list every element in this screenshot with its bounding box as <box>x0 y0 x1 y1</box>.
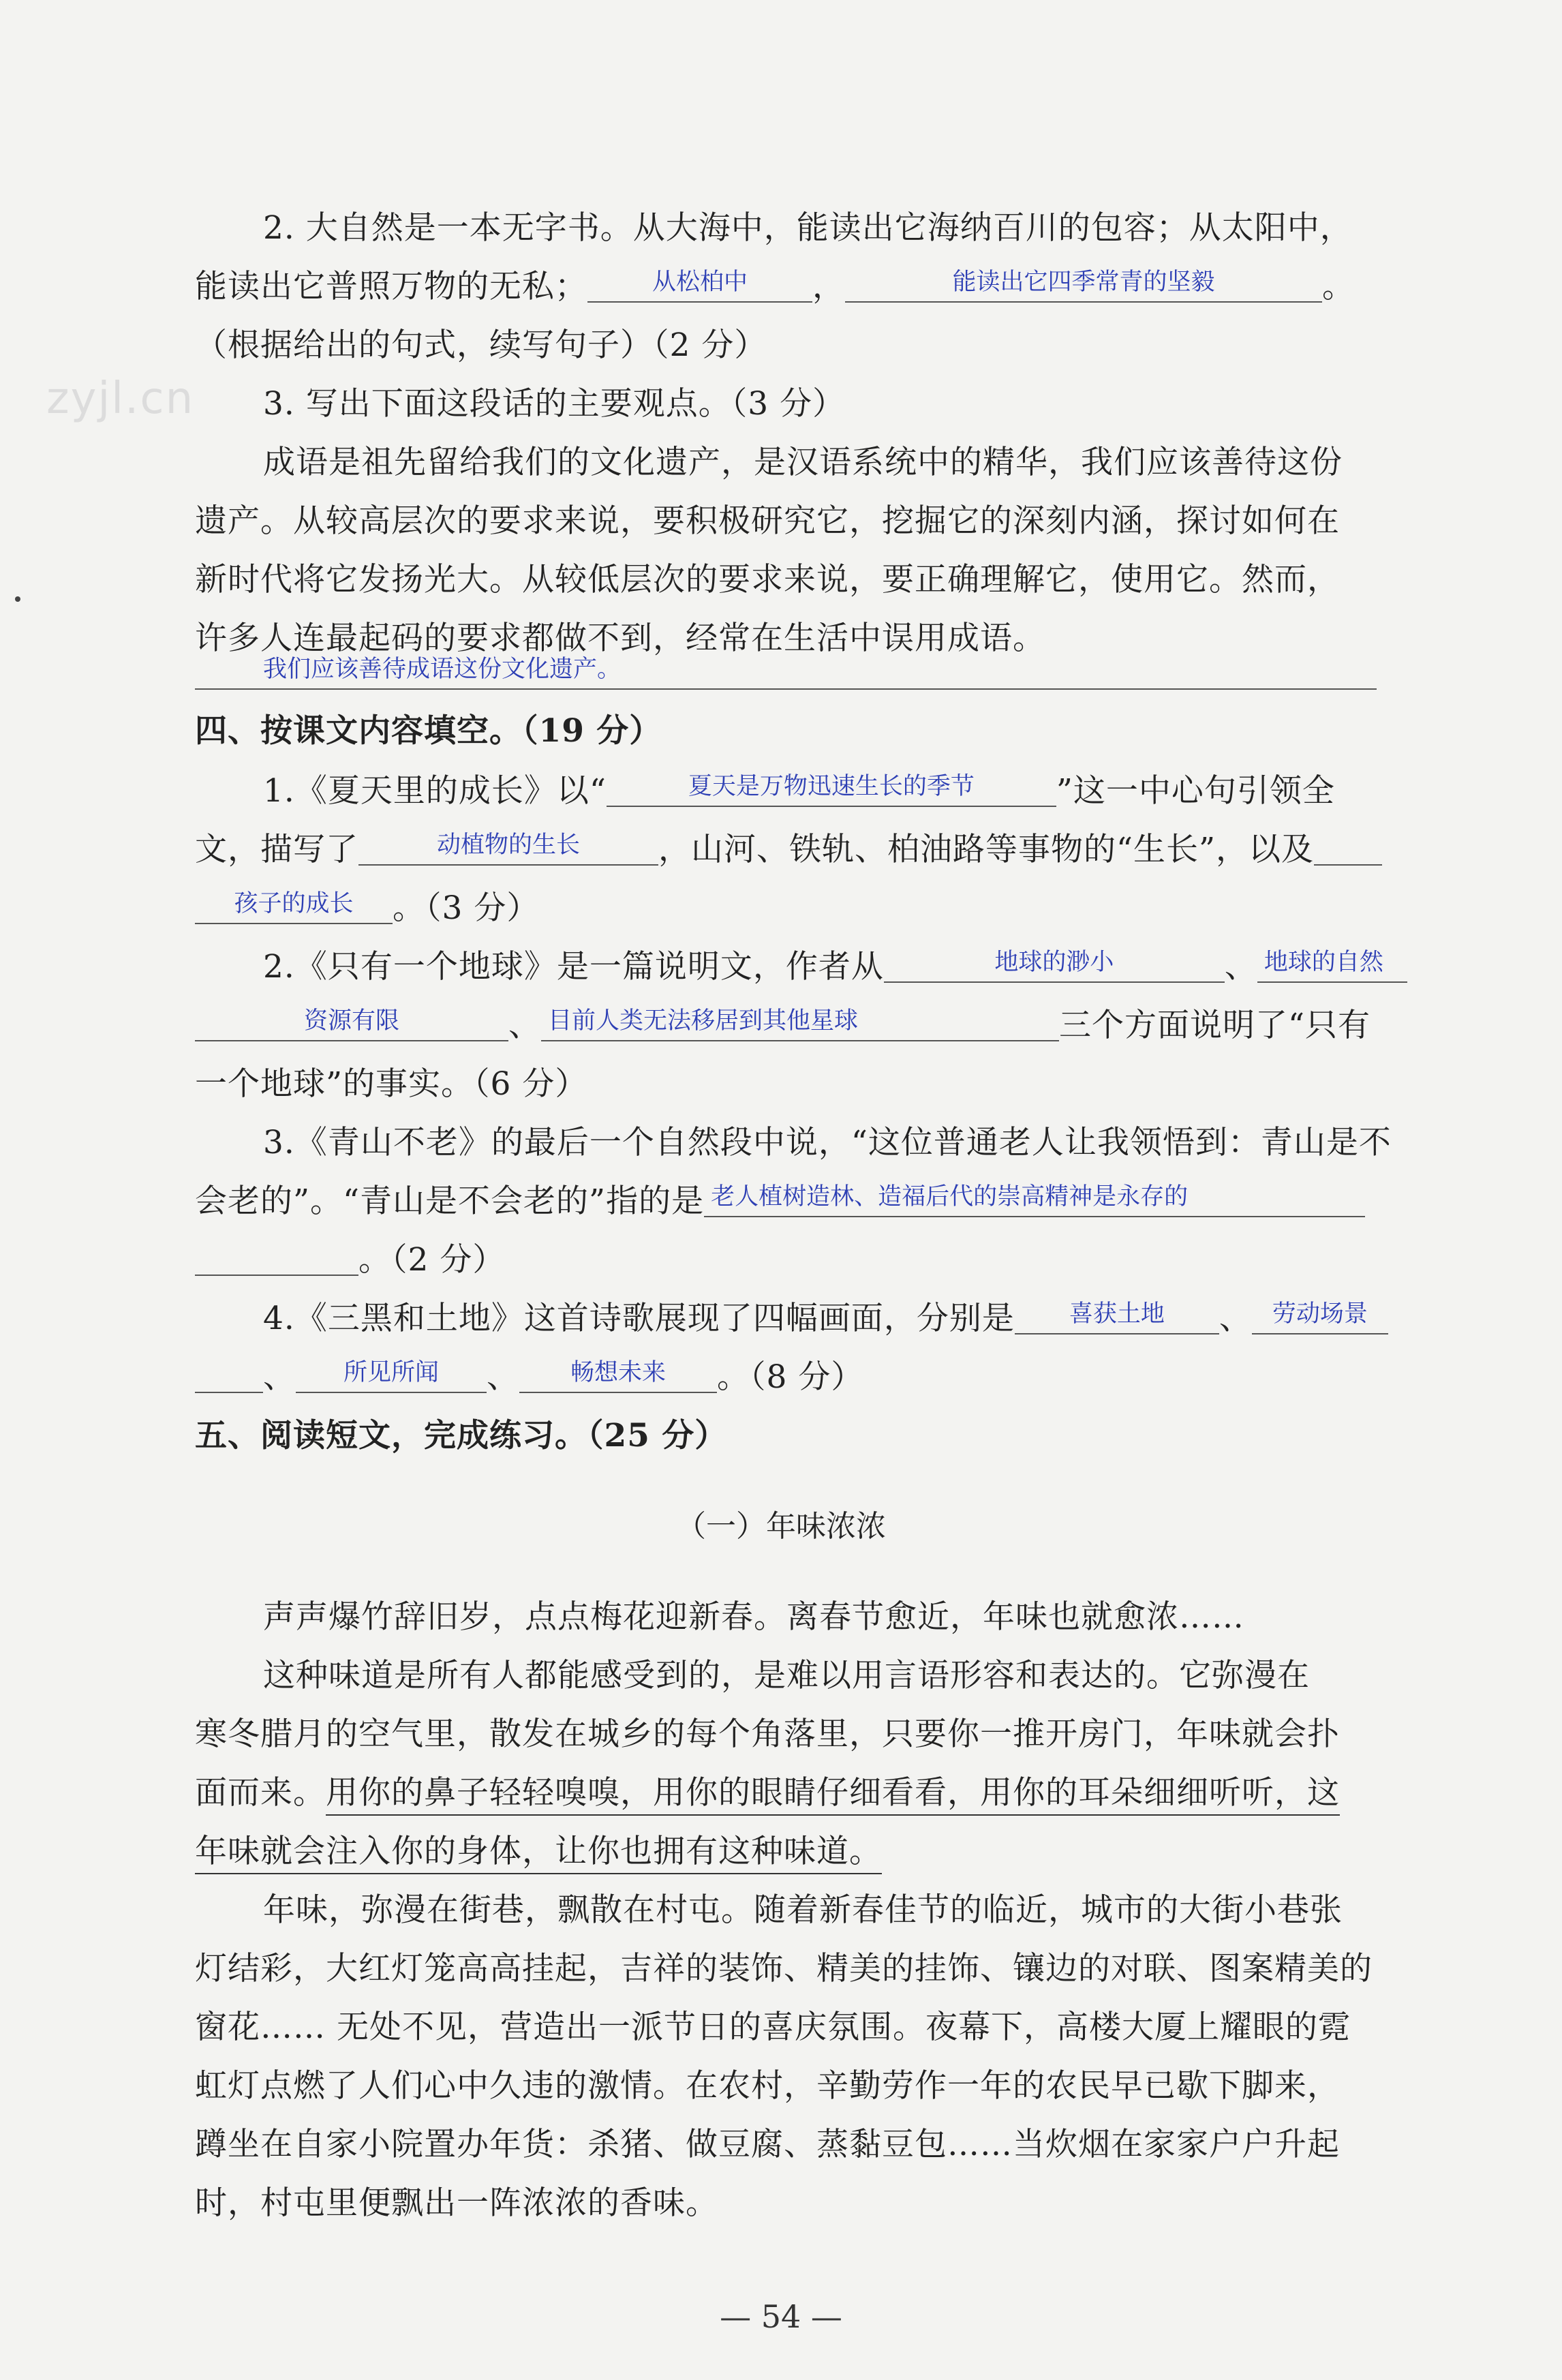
s4-q3-post: 。（2 分） <box>358 1241 506 1279</box>
q2-answer-1: 从松柏中 <box>652 269 748 296</box>
s4-q4-blank-3[interactable] <box>296 1348 487 1393</box>
s4-q2-line-3: 一个地球”的事实。（6 分） <box>195 1065 588 1103</box>
s4-q1-line-3 <box>195 879 539 938</box>
s4-q3-prefix: 会老的”。“青山是不会老的”指的是 <box>195 1183 705 1220</box>
article-p3-line-2: 灯结彩，大红灯笼高高挂起，吉祥的装饰、精美的挂饰、镶边的对联、图案精美的 <box>195 1950 1373 1987</box>
section-4-heading: 四、按课文内容填空。（19 分） <box>195 712 662 750</box>
s4-q4-blank-2-end[interactable] <box>195 1348 263 1393</box>
s4-q3-line-1: 3.《青山不老》的最后一个自然段中说，“这位普通老人让我领悟到：青山是不 <box>263 1124 1392 1161</box>
article-p3-line-1: 年味，弥漫在街巷，飘散在村屯。随着新春佳节的临近，城市的大街小巷张 <box>263 1891 1343 1929</box>
margin-mark <box>15 596 20 602</box>
article-p3-line-5: 蹲坐在自家小院置办年货：杀猪、做豆腐、蒸黏豆包……当炊烟在家家户户升起 <box>195 2126 1340 2163</box>
q2-sep: ， <box>812 268 845 305</box>
s4-q2-answer-1: 地球的渺小 <box>994 949 1114 976</box>
article-p3-line-6: 时，村屯里便飘出一阵浓浓的香味。 <box>195 2184 718 2222</box>
s4-q4-answer-2: 劳动场景 <box>1272 1300 1368 1328</box>
s4-q3-blank[interactable] <box>704 1172 1365 1217</box>
s4-q3-line-3 <box>195 1231 505 1290</box>
q2-end: 。 <box>1322 268 1355 305</box>
section-5-heading: 五、阅读短文，完成练习。（25 分） <box>195 1417 728 1454</box>
q3-paragraph-line-2: 遗产。从较高层次的要求来说，要积极研究它，挖掘它的深刻内涵，探讨如何在 <box>195 502 1340 540</box>
s4-q2-sep-2: 、 <box>508 1007 541 1044</box>
article-p2-line-3 <box>195 1764 1340 1822</box>
s4-q1-mid: ”这一中心句引领全 <box>1056 772 1335 810</box>
s4-q3-line-2 <box>195 1172 1365 1231</box>
s4-q4-blank-1[interactable] <box>1015 1290 1219 1334</box>
s4-q1-answer-3: 孩子的成长 <box>234 890 354 917</box>
q3-answer: 我们应该善待成语这份文化遗产。 <box>263 656 622 683</box>
s4-q1-l2-prefix: 文，描写了 <box>195 831 358 868</box>
s4-q1-line-1 <box>263 762 1335 821</box>
s4-q4-answer-4: 畅想未来 <box>570 1359 666 1386</box>
q2-blank-1[interactable] <box>587 258 812 303</box>
article-title: （一）年味浓浓 <box>676 1509 886 1544</box>
s4-q1-answer-1: 夏天是万物迅速生长的季节 <box>688 773 975 800</box>
s4-q2-blank-2-start[interactable] <box>1257 938 1407 983</box>
watermark: zyjl.cn <box>46 373 195 424</box>
s4-q1-blank-3-start[interactable] <box>1314 821 1382 866</box>
s4-q1-l3-post: 。（3 分） <box>393 889 540 927</box>
s4-q1-blank-2[interactable] <box>358 821 658 866</box>
s4-q2-answer-3: 目前人类无法移居到其他星球 <box>548 1007 859 1035</box>
s4-q2-answer-2b: 资源有限 <box>303 1007 399 1035</box>
q3-paragraph-line-3: 新时代将它发扬光大。从较低层次的要求来说，要正确理解它，使用它。然而， <box>195 561 1340 598</box>
s4-q2-blank-1[interactable] <box>884 938 1225 983</box>
s4-q1-l2-post: ，山河、铁轨、柏油路等事物的“生长”，以及 <box>658 831 1315 868</box>
q2-answer-2: 能读出它四季常青的坚毅 <box>952 269 1215 296</box>
article-p3-line-4: 虹灯点燃了人们心中久违的激情。在农村，辛勤劳作一年的农民早已歇下脚来， <box>195 2067 1340 2105</box>
q2-line-1: 2. 大自然是一本无字书。从大海中，能读出它海纳百川的包容；从太阳中， <box>263 209 1353 247</box>
s4-q2-blank-3[interactable] <box>541 996 1059 1041</box>
article-p3-line-3: 窗花…… 无处不见，营造出一派节日的喜庆氛围。夜幕下，高楼大厦上耀眼的霓 <box>195 2009 1351 2046</box>
q3-paragraph-line-1: 成语是祖先留给我们的文化遗产，是汉语系统中的精华，我们应该善待这份 <box>263 444 1343 481</box>
s4-q4-blank-2[interactable] <box>1252 1290 1388 1334</box>
q3-answer-line[interactable] <box>195 688 1377 690</box>
article-p2-line-4 <box>195 1822 882 1881</box>
q3-title: 3. 写出下面这段话的主要观点。（3 分） <box>263 385 846 423</box>
q2-line-3: （根据给出的句式，续写句子）（2 分） <box>195 326 767 364</box>
s4-q4-sep-2: 、 <box>263 1358 296 1396</box>
s4-q2-post: 三个方面说明了“只有 <box>1059 1007 1371 1044</box>
q2-blank-2[interactable] <box>845 258 1322 303</box>
s4-q4-line-2 <box>195 1348 863 1407</box>
s4-q1-answer-2: 动植物的生长 <box>436 832 580 859</box>
page-number: — 54 — <box>720 2298 842 2335</box>
q2-line-2 <box>195 258 1355 316</box>
underlined-sentence-part-2: 年味就会注入你的身体，让你也拥有这种味道。 <box>195 1833 882 1874</box>
s4-q2-blank-2[interactable] <box>195 996 508 1041</box>
s4-q1-blank-3[interactable] <box>195 879 393 924</box>
s4-q3-blank-end[interactable] <box>195 1231 358 1276</box>
s4-q4-answer-1: 喜获土地 <box>1069 1300 1165 1328</box>
q2-prefix: 能读出它普照万物的无私； <box>195 268 587 305</box>
q3-paragraph-line-4: 许多人连最起码的要求都做不到，经常在生活中误用成语。 <box>195 620 1045 657</box>
s4-q2-prefix: 2.《只有一个地球》是一篇说明文，作者从 <box>263 948 884 986</box>
s4-q4-sep-1: 、 <box>1219 1300 1252 1337</box>
article-p1: 声声爆竹辞旧岁，点点梅花迎新春。离春节愈近，年味也就愈浓…… <box>263 1598 1244 1636</box>
article-p2-line-1: 这种味道是所有人都能感受到的，是难以用言语形容和表达的。它弥漫在 <box>263 1657 1310 1694</box>
s4-q4-prefix: 4.《三黑和土地》这首诗歌展现了四幅画面，分别是 <box>263 1300 1015 1337</box>
s4-q2-line-1 <box>263 938 1407 996</box>
s4-q4-post: 。（8 分） <box>717 1358 864 1396</box>
article-p2-line-2: 寒冬腊月的空气里，散发在城乡的每个角落里，只要你一推开房门，年味就会扑 <box>195 1715 1340 1753</box>
s4-q3-answer: 老人植树造林、造福后代的崇高精神是永存的 <box>711 1183 1189 1210</box>
s4-q1-blank-1[interactable] <box>607 762 1056 807</box>
s4-q4-sep-3: 、 <box>487 1358 519 1396</box>
s4-q1-line-2 <box>195 821 1382 879</box>
s4-q4-blank-4[interactable] <box>519 1348 717 1393</box>
article-p2-line-3a: 面而来。 <box>195 1774 326 1812</box>
s4-q2-sep-1: 、 <box>1224 948 1257 986</box>
s4-q1-prefix: 1.《夏天里的成长》以“ <box>263 772 607 810</box>
s4-q2-line-2 <box>195 996 1370 1055</box>
s4-q2-answer-2a: 地球的自然 <box>1264 949 1383 976</box>
s4-q4-line-1 <box>263 1290 1388 1348</box>
underlined-sentence-part-1: 用你的鼻子轻轻嗅嗅，用你的眼睛仔细看看，用你的耳朵细细听听，这 <box>326 1774 1340 1816</box>
s4-q4-answer-3: 所见所闻 <box>343 1359 439 1386</box>
